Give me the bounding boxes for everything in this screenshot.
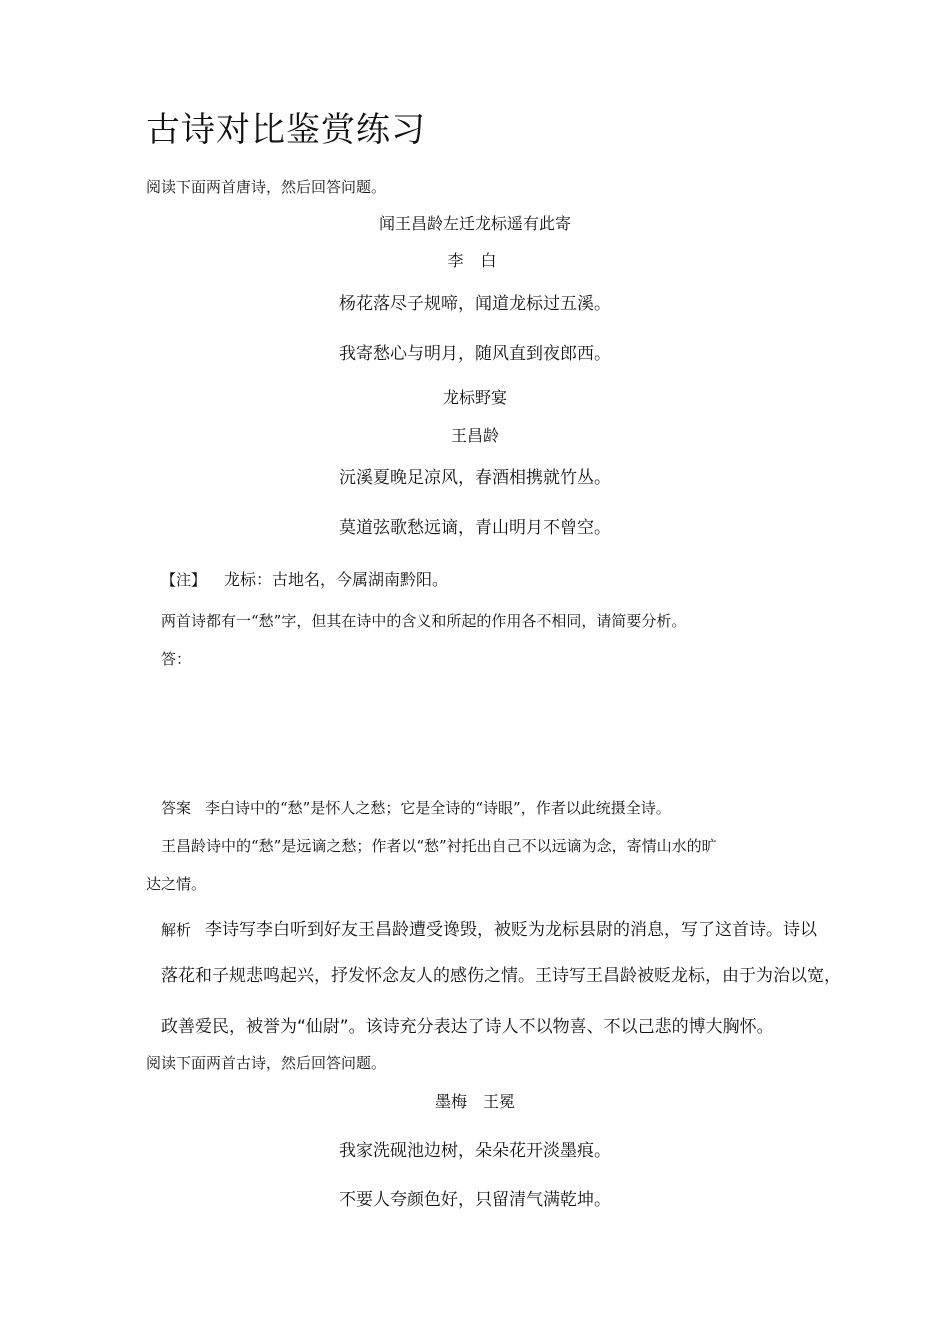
analysis-text-3: 政善爱民，被誉为“仙尉”。该诗充分表达了诗人不以物喜、不以己悲的博大胸怀。 [161,1017,774,1037]
section2-intro: 阅读下面两首古诗，然后回答问题。 [146,1054,387,1072]
answer-label: 答案 [161,799,192,817]
analysis-text-1: 李诗写李白听到好友王昌龄遭受谗毁，被贬为龙标县尉的消息，写了这首诗。诗以 [205,920,818,940]
answer-text-3: 达之情。 [146,875,207,893]
poem2-line-1: 沅溪夏晚足凉风，春酒相携就竹丛。 [339,468,611,488]
poem1-author: 李 白 [447,251,503,270]
section1-intro: 阅读下面两首唐诗，然后回答问题。 [146,178,387,196]
poem2-author: 王昌龄 [450,426,499,445]
poem3-line-2: 不要人夸颜色好，只留清气满乾坤。 [339,1190,611,1210]
poem1-title: 闻王昌龄左迁龙标遥有此寄 [378,214,571,233]
poem3-line-1: 我家洗砚池边树，朵朵花开淡墨痕。 [339,1141,611,1161]
poem3-heading: 墨梅 王冕 [434,1092,515,1111]
answer-text-1: 李白诗中的“愁”是怀人之愁；它是全诗的“诗眼”，作者以此统摄全诗。 [205,799,671,817]
answer-text-2: 王昌龄诗中的“愁”是远谪之愁；作者以“愁”衬托出自己不以远谪为念，寄情山水的旷 [161,837,717,855]
poem2-line-2: 莫道弦歌愁远谪，青山明月不曾空。 [339,518,611,538]
poem2-title: 龙标野宴 [442,388,507,407]
question: 两首诗都有一“愁”字，但其在诗中的含义和所起的作用各不相同，请简要分析。 [161,612,687,630]
analysis-label: 解析 [161,921,192,939]
analysis-text-2: 落花和子规悲鸣起兴，抒发怀念友人的感伤之情。王诗写王昌龄被贬龙标，由于为治以宽， [161,966,841,986]
note-text: 龙标：古地名，今属湖南黔阳。 [224,570,449,589]
note [161,567,448,590]
analysis-line-1 [161,915,817,940]
note-label: 【注】 [161,571,207,589]
answer-prompt: 答： [161,650,192,668]
answer-block-line-1 [161,797,671,818]
poem1-line-2: 我寄愁心与明月，随风直到夜郎西。 [339,344,611,364]
poem1-line-1: 杨花落尽子规啼，闻道龙标过五溪。 [339,294,611,314]
page-title: 古诗对比鉴赏练习 [146,110,426,150]
